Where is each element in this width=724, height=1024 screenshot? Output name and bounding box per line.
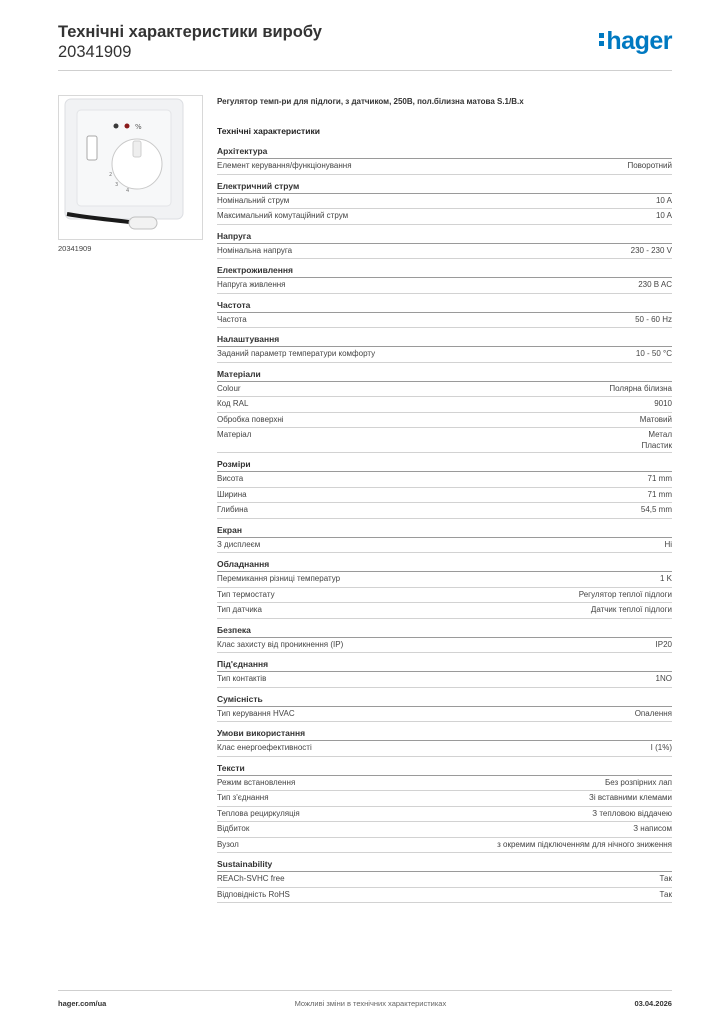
- spec-value: [660, 890, 672, 902]
- spec-group-title: Матеріали: [217, 367, 672, 382]
- spec-label: Елемент керування/функціонування: [217, 161, 352, 170]
- spec-value: [633, 824, 672, 836]
- spec-row: [217, 428, 672, 453]
- spec-value-line: I (1%): [650, 743, 672, 752]
- product-description: Регулятор темп-ри для підлоги, з датчиком, 250В, пол.білизна матова S.1/B.x: [217, 97, 524, 106]
- spec-value: [648, 474, 672, 486]
- spec-value: [654, 399, 672, 411]
- spec-row: [217, 872, 672, 888]
- spec-group: [217, 332, 672, 363]
- spec-group: [217, 523, 672, 554]
- spec-group: [217, 144, 672, 175]
- logo-text: hager: [606, 27, 672, 55]
- spec-row: [217, 472, 672, 488]
- spec-value-line: Опалення: [634, 708, 672, 718]
- spec-row: [217, 194, 672, 210]
- footer-site-link[interactable]: hager.com/ua: [58, 999, 107, 1008]
- spec-label: Тип термостату: [217, 589, 275, 599]
- thermostat-image: [59, 96, 202, 239]
- spec-value: [579, 590, 672, 602]
- spec-value-line: Датчик теплої підлоги: [590, 605, 672, 614]
- spec-value-line: Без розпірних лап: [604, 777, 672, 787]
- spec-group-title: Сумісність: [217, 692, 672, 707]
- spec-row: [217, 888, 672, 904]
- spec-value: [592, 809, 672, 821]
- spec-label: Тип з'єднання: [217, 793, 269, 802]
- spec-label: Матеріал: [217, 430, 252, 439]
- svg-text:3: 3: [115, 182, 119, 188]
- spec-group-title: Тексти: [217, 761, 672, 776]
- spec-value-line: Зі вставними клемами: [589, 793, 672, 802]
- spec-label: Номінальна напруга: [217, 245, 293, 255]
- spec-label: Частота: [217, 314, 247, 324]
- spec-group: [217, 623, 672, 654]
- photo-caption: 20341909: [58, 244, 92, 253]
- footer-note: Можливі зміни в технічних характеристиках: [294, 999, 447, 1008]
- spec-group: [217, 367, 672, 454]
- spec-row: [217, 159, 672, 175]
- spec-group: [217, 179, 672, 225]
- spec-row: [217, 278, 672, 294]
- spec-label: Глибина: [217, 505, 248, 514]
- spec-value: [641, 505, 672, 517]
- spec-value-line: 230 - 230 V: [630, 245, 672, 255]
- spec-group-title: Частота: [217, 298, 672, 313]
- spec-value: [651, 743, 672, 755]
- spec-value-line: 9010: [654, 399, 672, 408]
- spec-group: [217, 263, 672, 294]
- spec-value-line: з окремим підключенням для нічного зниження: [497, 839, 672, 849]
- spec-group-title: Напруга: [217, 229, 672, 244]
- spec-value-line: Полярна білизна: [609, 383, 672, 393]
- page-footer: [58, 990, 672, 1008]
- spec-row: [217, 776, 672, 792]
- svg-text:%: %: [135, 123, 142, 131]
- spec-groups: [217, 144, 672, 903]
- spec-value-line: Пластик: [641, 440, 672, 450]
- spec-row: [217, 741, 672, 757]
- spec-value: [660, 574, 672, 586]
- spec-group: [217, 857, 672, 903]
- spec-value: [638, 280, 672, 292]
- spec-row: [217, 603, 672, 619]
- svg-text:2: 2: [109, 172, 113, 178]
- footer-date: 03.04.2026: [634, 999, 672, 1008]
- spec-label: Ширина: [217, 489, 247, 499]
- spec-value: [497, 840, 672, 852]
- section-title: Технічні характеристики: [217, 126, 320, 136]
- spec-value: [664, 540, 672, 552]
- spec-label: Відповідність RoHS: [217, 889, 290, 899]
- spec-row: [217, 413, 672, 429]
- spec-value-line: З тепловою віддачею: [592, 808, 672, 818]
- spec-value-line: З написом: [633, 824, 672, 833]
- spec-row: [217, 347, 672, 363]
- spec-value: [627, 161, 672, 173]
- spec-label: REACh-SVHC free: [217, 874, 285, 883]
- spec-row: [217, 503, 672, 519]
- spec-row: [217, 572, 672, 588]
- spec-group-title: Екран: [217, 523, 672, 538]
- spec-value: [656, 196, 672, 208]
- spec-row: [217, 707, 672, 723]
- spec-group-title: Sustainability: [217, 857, 672, 872]
- spec-row: [217, 822, 672, 838]
- spec-value: [605, 778, 672, 790]
- spec-row: [217, 807, 672, 823]
- spec-value: [609, 384, 672, 396]
- spec-value-line: 230 B AC: [638, 280, 672, 289]
- spec-label: З дисплеєм: [217, 539, 261, 549]
- spec-row: [217, 488, 672, 504]
- spec-value-line: Так: [659, 889, 672, 899]
- spec-group-title: Електричний струм: [217, 179, 672, 194]
- spec-value-line: 54,5 mm: [640, 505, 672, 514]
- logo-dots-icon: [599, 33, 604, 49]
- hager-logo: [599, 26, 672, 56]
- spec-group: [217, 726, 672, 757]
- spec-label: Тип контактів: [217, 674, 267, 683]
- spec-group: [217, 761, 672, 854]
- spec-value-line: 1NO: [655, 674, 672, 683]
- spec-label: Перемикання різниці температур: [217, 574, 341, 583]
- spec-content: [217, 95, 672, 907]
- spec-value-line: 10 A: [655, 211, 672, 220]
- spec-group-title: Розміри: [217, 457, 672, 472]
- spec-label: Обробка поверхні: [217, 414, 284, 424]
- spec-value: [591, 605, 672, 617]
- spec-value-line: 10 - 50 °C: [635, 349, 672, 358]
- spec-label: Код RAL: [217, 399, 249, 408]
- spec-label: Тип керування HVAC: [217, 708, 295, 718]
- spec-value: [642, 430, 673, 451]
- spec-label: Вузол: [217, 839, 239, 849]
- spec-row: [217, 588, 672, 604]
- spec-value-line: 50 - 60 Hz: [635, 314, 672, 324]
- spec-value: [635, 709, 672, 721]
- spec-label: Заданий параметр температури комфорту: [217, 349, 376, 358]
- spec-value: [660, 874, 672, 886]
- spec-group-title: Електроживлення: [217, 263, 672, 278]
- spec-value-line: Метал: [648, 430, 672, 439]
- spec-label: Максимальний комутаційний струм: [217, 211, 349, 220]
- spec-value-line: Поворотний: [627, 161, 672, 170]
- spec-value-line: IP20: [655, 639, 672, 649]
- spec-row: [217, 397, 672, 413]
- spec-label: Висота: [217, 474, 244, 483]
- spec-value-line: Регулятор теплої підлоги: [578, 589, 672, 599]
- spec-value: [656, 674, 672, 686]
- spec-group-title: Умови використання: [217, 726, 672, 741]
- spec-value-line: Ні: [664, 539, 672, 549]
- spec-row: [217, 538, 672, 554]
- spec-row: [217, 313, 672, 329]
- spec-label: Відбиток: [217, 824, 250, 833]
- spec-label: Colour: [217, 383, 241, 393]
- spec-group: [217, 229, 672, 260]
- product-code: 20341909: [58, 43, 132, 61]
- page-title: Технічні характеристики виробу: [58, 23, 322, 41]
- spec-value: [648, 490, 672, 502]
- spec-value-line: 1 K: [659, 574, 672, 583]
- spec-group-title: Безпека: [217, 623, 672, 638]
- spec-group: [217, 657, 672, 688]
- spec-value: [631, 246, 672, 258]
- spec-label: Клас енергоефективності: [217, 743, 312, 752]
- spec-label: Номінальний струм: [217, 195, 290, 205]
- spec-row: [217, 382, 672, 398]
- spec-value: [656, 211, 672, 223]
- spec-value: [635, 315, 672, 327]
- spec-row: [217, 638, 672, 654]
- spec-group-title: Під'єднання: [217, 657, 672, 672]
- spec-row: [217, 791, 672, 807]
- spec-group-title: Обладнання: [217, 557, 672, 572]
- spec-row: [217, 244, 672, 260]
- product-photo: [58, 95, 203, 240]
- spec-value-line: 10 A: [655, 195, 672, 205]
- spec-group: [217, 557, 672, 619]
- spec-label: Тип датчика: [217, 605, 262, 614]
- page-header: [58, 22, 672, 71]
- spec-group-title: Архітектура: [217, 144, 672, 159]
- spec-row: [217, 672, 672, 688]
- spec-value: [636, 349, 672, 361]
- spec-label: Напруга живлення: [217, 280, 286, 289]
- spec-label: Теплова рециркуляція: [217, 808, 300, 818]
- svg-text:4: 4: [126, 188, 130, 194]
- spec-value: [589, 793, 672, 805]
- spec-value-line: Матовий: [639, 414, 672, 424]
- spec-value-line: 71 mm: [647, 474, 672, 483]
- spec-row: [217, 838, 672, 854]
- spec-group: [217, 457, 672, 519]
- spec-row: [217, 209, 672, 225]
- spec-group: [217, 298, 672, 329]
- spec-value: [640, 415, 672, 427]
- spec-value: [656, 640, 672, 652]
- spec-value-line: 71 mm: [647, 489, 672, 499]
- spec-group: [217, 692, 672, 723]
- spec-label: Режим встановлення: [217, 777, 296, 787]
- spec-group-title: Налаштування: [217, 332, 672, 347]
- spec-value-line: Так: [659, 874, 672, 883]
- spec-label: Клас захисту від проникнення (IP): [217, 639, 344, 649]
